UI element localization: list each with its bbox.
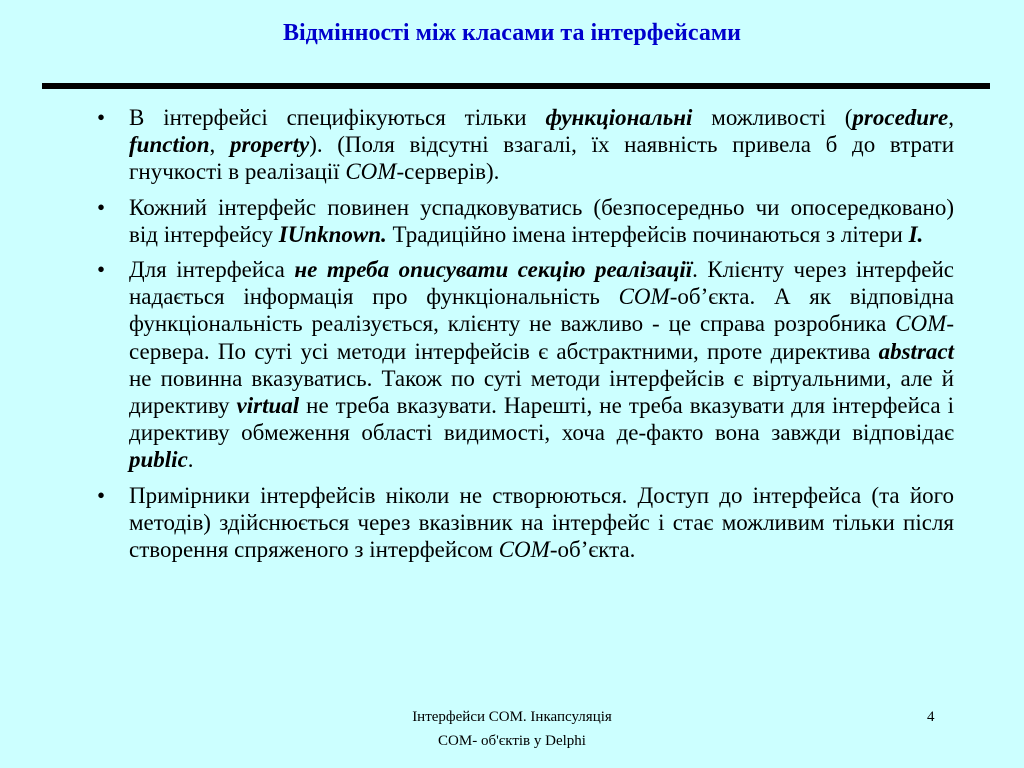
term-com: COM [618,284,670,310]
term-com: COM [895,311,947,337]
slide-title: Відмінності між класами та інтерфейсами [282,20,741,46]
footer-line-2: COM- об'єктів у Delphi [438,733,586,749]
bullet-item-2: • Кожний інтерфейс повинен успадковуватись (безпосередньо чи опосередковано) від інтерфейсу IUnknown. Традиційно імена інтерфейсів починаються з літери I. [97,194,954,247]
slide-footer [0,705,1024,753]
phrase-no-implementation: не треба описувати секцію реалізації [294,257,693,283]
keyword-function: function [129,132,210,158]
term-com: COM [345,159,397,185]
bullet-item-3: • Для інтерфейса не треба описувати секцію реалізації. Клієнту через інтерфейс надається інформація про функціональність COM-об’єкта. А як відповідна функціональність реалізується, клієнту не важливо - це справа розробника COM-сервера. По суті усі методи інтерфейсів є абстрактними, проте директива abstract не повинна вказуватись. Також по суті методи інтерфейсів є віртуальними, але й директиву virtual не треба вказувати. Нарешті, не треба вказувати для інтерфейса і директиву обмеження області видимості, хоча де-факто вона завжди відповідає public. [97,257,955,473]
keyword-public: public [129,447,188,473]
keyword-virtual: virtual [236,393,300,419]
bullet-list [97,104,954,571]
bullet-icon: • [97,482,106,508]
page-number: 4 [927,709,935,725]
bullet-item-1: • В інтерфейсі специфікуються тільки функціональні можливості (procedure, function, property). (Поля відсутні взагалі, їх наявність привела б до втрати гнучкості в реалізації COM-серверів). [97,105,955,185]
keyword-property: property [229,132,310,158]
term-com: COM [498,537,550,563]
footer-line-1: Інтерфейси COM. Інкапсуляція [412,709,612,725]
bullet-icon: • [97,257,106,283]
keyword-procedure: procedure [852,105,949,130]
keyword-functional: функціональні [545,105,693,130]
bullet-item-4: • Примірники інтерфейсів ніколи не створюються. Доступ до інтерфейса (та його методів) здійснюється через вказівник на інтерфейс і стає можливим тільки після створення спряженого з інтерфейсом COM-об’єкта. [97,482,954,563]
title-divider [42,83,990,89]
keyword-iunknown: IUnknown. [278,221,387,247]
keyword-letter-i: I. [908,221,924,247]
bullet-icon: • [97,105,106,130]
bullet-icon: • [97,194,106,220]
keyword-abstract: abstract [878,338,954,364]
